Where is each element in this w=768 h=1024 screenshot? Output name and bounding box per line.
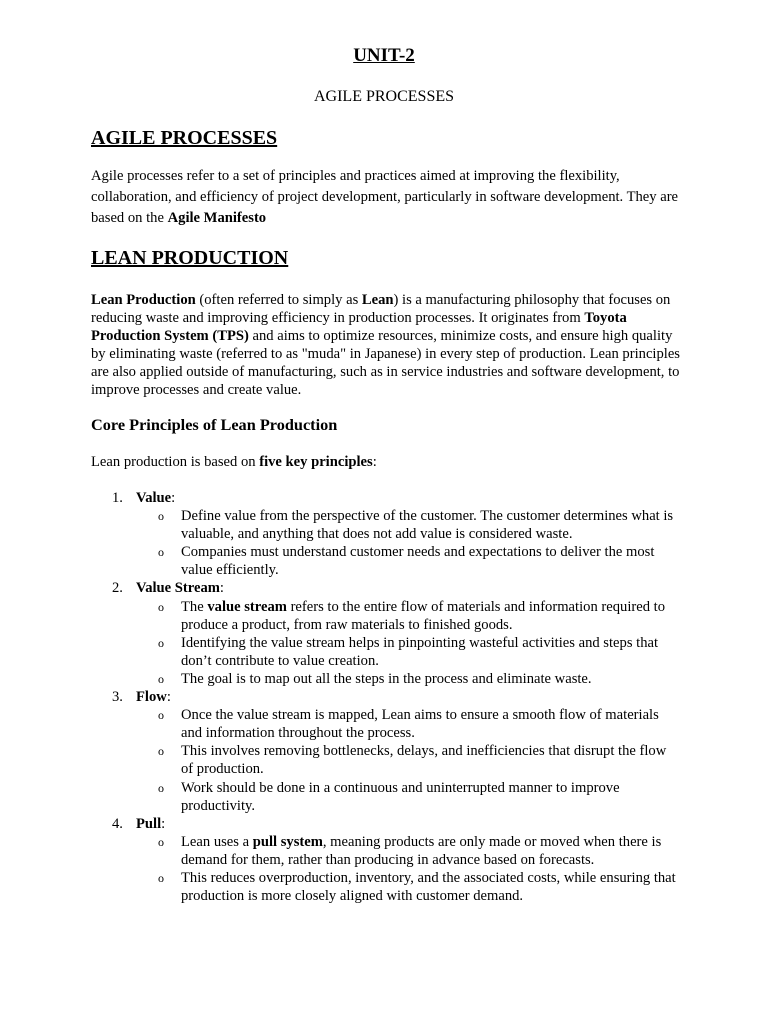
- principle-number: 1.: [112, 490, 123, 506]
- principle-title: Flow: [136, 689, 167, 706]
- lean-term: Lean: [361, 292, 394, 308]
- bullet-item: [91, 779, 681, 815]
- lean-production-paragraph: [91, 291, 681, 400]
- five-key-principles-term: five key principles: [259, 454, 373, 470]
- bullet-marker-icon: o: [158, 744, 164, 759]
- principle-title-line: [136, 815, 681, 833]
- lean-text-2: ) is a manufacturing philosophy that focuses on reducing waste and improving efficiency in production processes. It originates from: [91, 292, 671, 327]
- bullet-item: [91, 833, 681, 869]
- bullet-item: [91, 507, 681, 543]
- core-principles-lead: [91, 453, 377, 471]
- principle-number: 3.: [112, 689, 123, 706]
- principle-bullets: [136, 507, 681, 579]
- tps-term: Toyota Production System (TPS): [91, 310, 627, 345]
- bullet-text-continued: refers to the entire flow of materials and information required to produce a product, from raw materials to finished goods.: [181, 598, 666, 633]
- bullet-marker-icon: o: [158, 870, 164, 885]
- principle-item: [91, 489, 681, 579]
- bullet-text: Work should be done in a continuous and uninterrupted manner to improve productivity.: [181, 779, 620, 814]
- principle-title-suffix: :: [166, 689, 171, 706]
- bullet-bold-term: pull system: [252, 833, 323, 850]
- principle-number: 2.: [112, 580, 123, 597]
- bullet-item: [91, 543, 681, 579]
- bullet-bold-term: value stream: [207, 598, 287, 615]
- lead-text: Lean production is based on: [91, 454, 260, 470]
- unit-title: UNIT-2: [353, 45, 415, 66]
- agile-intro-text: Agile processes refer to a set of principles and practices aimed at improving the flexibility, collaboration, and efficiency of project development, particularly in software development. They are based on the: [91, 168, 679, 226]
- principle-number: 4.: [112, 815, 123, 832]
- bullet-text-continued: , meaning products are only made or moved when there is demand for them, rather than producing in advance based on forecasts.: [181, 833, 662, 868]
- bullet-marker-icon: o: [158, 834, 164, 849]
- principles-list: [91, 489, 681, 905]
- principle-title-suffix: :: [219, 580, 224, 597]
- bullet-marker-icon: o: [158, 671, 164, 686]
- principle-title: Pull: [136, 815, 162, 832]
- bullet-marker-icon: o: [158, 599, 164, 614]
- principle-item: [91, 688, 681, 815]
- document-subtitle: AGILE PROCESSES: [313, 88, 455, 105]
- bullet-item: [91, 598, 681, 634]
- bullet-text: The: [181, 598, 208, 615]
- bullet-marker-icon: o: [158, 708, 164, 723]
- agile-intro-paragraph: [91, 166, 681, 229]
- principle-title: Value: [136, 490, 172, 506]
- principle-title: Value Stream: [136, 580, 220, 597]
- bullet-text: The goal is to map out all the steps in the process and eliminate waste.: [181, 670, 592, 687]
- agile-manifesto-term: Agile Manifesto: [167, 210, 267, 226]
- bullet-marker-icon: o: [158, 780, 164, 795]
- bullet-marker-icon: o: [158, 545, 164, 560]
- principle-bullets: [136, 833, 681, 905]
- principle-title-line: [136, 579, 681, 597]
- bullet-item: [91, 869, 681, 905]
- bullet-text: Define value from the perspective of the customer. The customer determines what is valuable, and anything that does not add value is considered waste.: [181, 508, 674, 543]
- principle-title-line: [136, 688, 681, 706]
- bullet-item: [91, 670, 681, 688]
- core-principles-heading: Core Principles of Lean Production: [91, 415, 338, 434]
- bullet-item: [91, 742, 681, 778]
- principle-title-suffix: :: [161, 815, 166, 832]
- bullet-text: This involves removing bottlenecks, delays, and inefficiencies that disrupt the flow of production.: [181, 743, 667, 778]
- principle-bullets: [136, 598, 681, 688]
- bullet-item: [91, 706, 681, 742]
- lean-production-heading: LEAN PRODUCTION: [91, 247, 289, 269]
- lean-production-term: Lean Production: [91, 292, 196, 308]
- principle-title-suffix: :: [171, 490, 176, 506]
- bullet-text: Companies must understand customer needs and expectations to deliver the most value efficiently.: [181, 544, 655, 579]
- bullet-text: Lean uses a: [181, 833, 253, 850]
- bullet-item: [91, 634, 681, 670]
- principle-item: [91, 815, 681, 905]
- bullet-marker-icon: o: [158, 635, 164, 650]
- agile-processes-heading: AGILE PROCESSES: [91, 127, 278, 149]
- principle-title-line: [136, 489, 681, 507]
- lean-text-3: and aims to optimize resources, minimize costs, and ensure high quality by eliminating waste (referred to as "muda" in Japanese) in every step of production. Lean principles are also applied outside of manufacturing, such as in service industries and software development, to improve processes and create value.: [91, 328, 680, 399]
- bullet-marker-icon: o: [158, 509, 164, 524]
- bullet-text: This reduces overproduction, inventory, and the associated costs, while ensuring that production is more closely aligned with customer demand.: [181, 869, 676, 905]
- bullet-text: Once the value stream is mapped, Lean aims to ensure a smooth flow of materials and information throughout the process.: [181, 707, 659, 742]
- bullet-text: Identifying the value stream helps in pinpointing wasteful activities and steps that don’t contribute to value creation.: [181, 634, 659, 669]
- principle-bullets: [136, 706, 681, 815]
- lead-colon: :: [372, 454, 377, 470]
- principle-item: [91, 579, 681, 688]
- lean-text-1: (often referred to simply as: [195, 292, 362, 308]
